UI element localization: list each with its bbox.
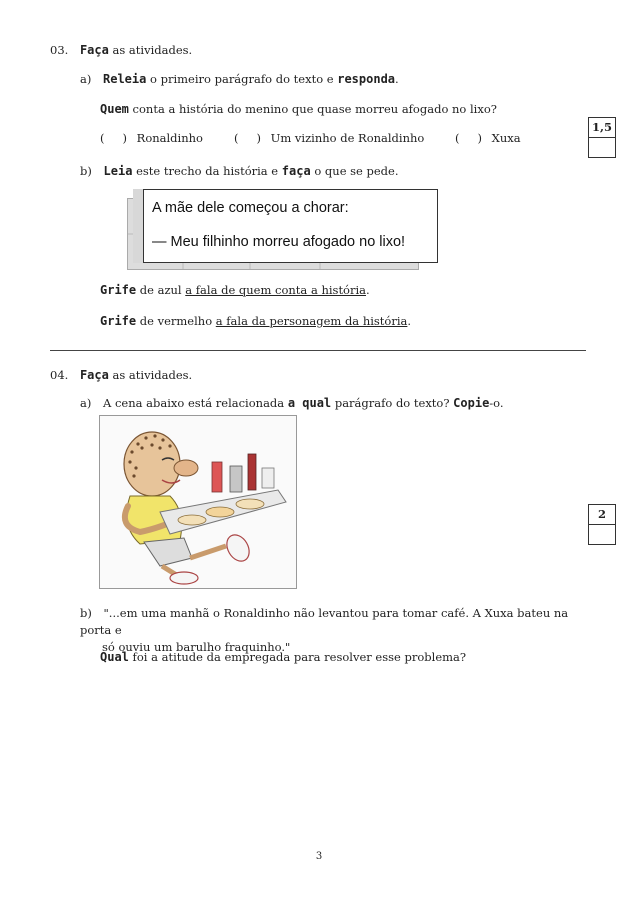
q03-heading — [50, 43, 192, 57]
q04b-letter: b) — [80, 606, 92, 620]
cartoon-illustration — [99, 415, 297, 589]
q04a-letter: a) — [80, 396, 92, 410]
option-label: Ronaldinho — [136, 131, 203, 145]
checkbox-close: ) — [477, 131, 482, 145]
section-divider — [50, 350, 586, 351]
q04a-mid: parágrafo do texto? — [331, 396, 454, 410]
grife-vermelho — [100, 314, 411, 328]
q03a-mid: o primeiro parágrafo do texto e — [146, 72, 338, 86]
score-value: 2 — [589, 505, 615, 525]
score-blank[interactable] — [589, 525, 615, 544]
boy-with-tray-drawing — [100, 416, 296, 588]
score-value: 1,5 — [589, 118, 615, 138]
speech-line-2: — Meu filhinho morreu afogado no lixo! — [152, 234, 406, 250]
q03b-verb1: Leia — [103, 164, 133, 178]
option-vizinho[interactable] — [234, 131, 424, 145]
q04b-q-kw: Qual — [100, 650, 129, 664]
page-number: 3 — [315, 851, 323, 862]
checkbox-open: ( — [455, 131, 460, 145]
q03a-question-kw: Quem — [100, 102, 129, 116]
q03a-verb1: Releia — [103, 72, 147, 86]
checkbox-close: ) — [122, 131, 127, 145]
q04a-instruction — [80, 396, 504, 410]
q03b-end: o que se pede. — [310, 164, 399, 178]
grife-azul-end: . — [366, 283, 370, 297]
q04a-kw: a qual — [287, 396, 332, 410]
grife-vermelho-underlined: a fala da personagem da história — [215, 314, 408, 328]
q03a-end: . — [395, 72, 399, 86]
q03-verb: Faça — [79, 43, 109, 57]
score-box-q04 — [588, 504, 616, 545]
checkbox-open: ( — [100, 131, 105, 145]
grife-azul-pre: de azul — [136, 283, 186, 297]
q04-heading — [50, 368, 192, 382]
q04b-quote-line1: "...em uma manhã o Ronaldinho não levantou para tomar café. A Xuxa bateu na porta e — [80, 606, 569, 637]
grife-azul-kw: Grife — [100, 283, 137, 297]
option-ronaldinho[interactable] — [100, 131, 203, 145]
q03-intro: as atividades. — [108, 43, 193, 57]
q03a-letter: a) — [80, 72, 92, 86]
speech-box — [143, 189, 438, 263]
speech-line-1: A mãe dele começou a chorar: — [152, 200, 349, 216]
q04a-kw2: Copie — [453, 396, 490, 410]
q03a-question — [100, 102, 497, 116]
q03a-question-text: conta a história do menino que quase morreu afogado no lixo? — [128, 102, 497, 116]
q03b-instruction — [80, 164, 399, 178]
option-xuxa[interactable] — [455, 131, 521, 145]
q03b-mid: este trecho da história e — [132, 164, 282, 178]
q03b-verb2: faça — [281, 164, 311, 178]
score-blank[interactable] — [589, 138, 615, 157]
q04-intro: as atividades. — [108, 368, 193, 382]
option-label: Xuxa — [491, 131, 521, 145]
grife-azul — [100, 283, 370, 297]
grife-vermelho-end: . — [407, 314, 412, 328]
answer-area[interactable] — [100, 675, 580, 835]
q03a-verb2: responda — [337, 72, 396, 86]
q04b-q-text: foi a atitude da empregada para resolver esse problema? — [128, 650, 467, 664]
q03a-instruction — [80, 72, 399, 86]
q04b-quote-line2: só ouviu um barulho fraquinho." — [102, 640, 291, 654]
q03-number: 03. — [50, 43, 69, 57]
q04b-quote — [80, 605, 600, 656]
grife-vermelho-kw: Grife — [100, 314, 137, 328]
q04-verb: Faça — [79, 368, 109, 382]
score-box-q03 — [588, 117, 616, 158]
q04a-end: -o. — [489, 396, 504, 410]
checkbox-close: ) — [256, 131, 261, 145]
q04b-question — [100, 650, 466, 664]
grife-vermelho-pre: de vermelho — [136, 314, 216, 328]
grife-azul-underlined: a fala de quem conta a história — [185, 283, 367, 297]
q04-number: 04. — [50, 368, 69, 382]
checkbox-open: ( — [234, 131, 239, 145]
q03b-letter: b) — [80, 164, 92, 178]
option-label: Um vizinho de Ronaldinho — [270, 131, 425, 145]
q04b-line1 — [80, 605, 600, 639]
q04a-pre: A cena abaixo está relacionada — [103, 396, 288, 410]
